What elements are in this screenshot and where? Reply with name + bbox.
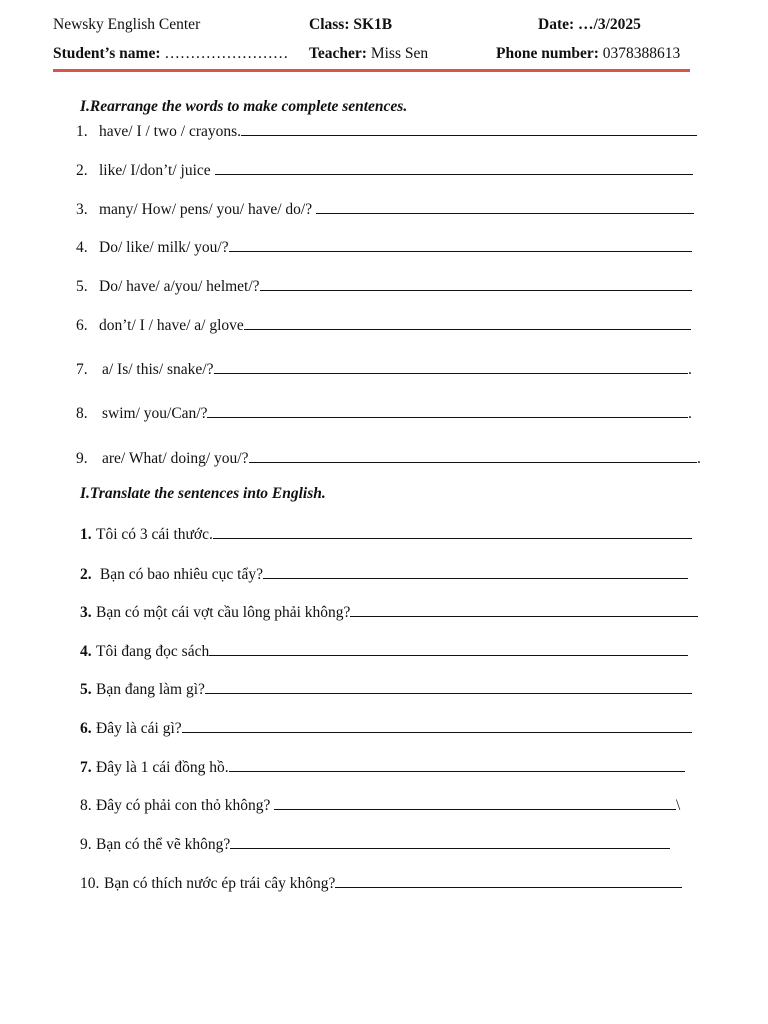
item-prompt: are/ What/ doing/ you/? xyxy=(102,450,249,467)
item-number: 8. xyxy=(76,405,88,422)
section1-title: I.Rearrange the words to make complete sentences. xyxy=(80,98,408,115)
item-number: 5. xyxy=(76,278,88,295)
item-prompt: have/ I / two / crayons. xyxy=(99,123,242,140)
item-number: 6. xyxy=(76,317,88,334)
answer-blank[interactable] xyxy=(350,602,698,617)
translate-item xyxy=(80,602,698,622)
item-number: 2. xyxy=(76,162,88,179)
item-tail: . xyxy=(688,361,692,378)
item-number: 7. xyxy=(76,361,88,378)
item-number: 8. xyxy=(80,797,92,814)
date-label: Date: …/3/2025 xyxy=(538,16,641,33)
item-number: 9. xyxy=(76,450,88,467)
item-prompt: Đây có phải con thỏ không? xyxy=(96,797,275,814)
teacher-value: Miss Sen xyxy=(370,45,429,62)
item-prompt: Do/ like/ milk/ you/? xyxy=(99,239,229,256)
item-number: 5. xyxy=(80,681,92,698)
item-prompt: many/ How/ pens/ you/ have/ do/? xyxy=(99,201,316,218)
answer-blank[interactable] xyxy=(274,795,676,810)
phone-field xyxy=(496,45,680,63)
item-number: 7. xyxy=(80,759,92,776)
rearrange-item xyxy=(76,160,693,180)
item-prompt: don’t/ I / have/ a/ glove xyxy=(99,317,244,334)
answer-blank[interactable] xyxy=(209,641,688,656)
translate-item xyxy=(80,834,670,854)
rearrange-item xyxy=(76,359,692,379)
center-name: Newsky English Center xyxy=(53,16,201,33)
item-prompt: Bạn đang làm gì? xyxy=(96,681,205,698)
answer-blank[interactable] xyxy=(335,873,682,888)
student-name-label: Student’s name: xyxy=(53,45,161,62)
answer-blank[interactable] xyxy=(229,237,692,252)
rearrange-item xyxy=(76,276,692,296)
item-prompt: Bạn có thể vẽ không? xyxy=(96,836,231,853)
rearrange-item xyxy=(76,448,701,468)
phone-label: Phone number: xyxy=(496,45,599,62)
teacher-label: Teacher: xyxy=(309,45,367,62)
translate-item xyxy=(80,524,692,544)
answer-blank[interactable] xyxy=(260,276,692,291)
item-number: 3. xyxy=(76,201,88,218)
translate-item xyxy=(80,679,692,699)
answer-blank[interactable] xyxy=(205,679,692,694)
translate-item xyxy=(80,795,680,815)
item-prompt: Do/ have/ a/you/ helmet/? xyxy=(99,278,260,295)
answer-blank[interactable] xyxy=(244,315,691,330)
rearrange-item xyxy=(76,199,694,219)
answer-blank[interactable] xyxy=(316,199,694,214)
rearrange-item xyxy=(76,315,691,335)
item-tail: . xyxy=(688,405,692,422)
answer-blank[interactable] xyxy=(229,757,685,772)
answer-blank[interactable] xyxy=(249,448,698,463)
teacher-field xyxy=(309,45,428,63)
answer-blank[interactable] xyxy=(230,834,670,849)
phone-value: 0378388613 xyxy=(602,45,681,62)
item-number: 1. xyxy=(76,123,88,140)
translate-item xyxy=(80,641,688,661)
item-number: 1. xyxy=(80,526,92,543)
translate-item xyxy=(80,757,685,777)
item-prompt: like/ I/don’t/ juice xyxy=(99,162,215,179)
translate-item xyxy=(80,873,682,893)
item-number: 3. xyxy=(80,604,92,621)
item-number: 2. xyxy=(80,566,92,583)
item-tail: \ xyxy=(676,797,681,814)
answer-blank[interactable] xyxy=(263,564,688,579)
answer-blank[interactable] xyxy=(182,718,692,733)
item-number: 10. xyxy=(80,875,100,892)
item-number: 6. xyxy=(80,720,92,737)
item-prompt: Bạn có bao nhiêu cục tẩy? xyxy=(96,566,263,583)
item-prompt: Tôi có 3 cái thước. xyxy=(96,526,213,543)
section2-title: I.Translate the sentences into English. xyxy=(80,485,326,502)
item-prompt: a/ Is/ this/ snake/? xyxy=(102,361,214,378)
answer-blank[interactable] xyxy=(207,403,688,418)
item-number: 4. xyxy=(76,239,88,256)
class-label: Class: SK1B xyxy=(309,16,393,33)
answer-blank[interactable] xyxy=(215,160,693,175)
item-prompt: Tôi đang đọc sách xyxy=(96,643,210,660)
translate-item xyxy=(80,718,692,738)
item-prompt: Bạn có một cái vợt cầu lông phải không? xyxy=(96,604,351,621)
rearrange-item xyxy=(76,403,692,423)
header-divider xyxy=(53,69,690,72)
student-name-dots: …………………… xyxy=(164,45,289,62)
answer-blank[interactable] xyxy=(241,121,697,136)
item-prompt: Bạn có thích nước ép trái cây không? xyxy=(104,875,336,892)
answer-blank[interactable] xyxy=(213,524,692,539)
rearrange-item xyxy=(76,237,692,257)
item-number: 4. xyxy=(80,643,92,660)
item-tail: . xyxy=(697,450,701,467)
item-prompt: Đây là 1 cái đồng hồ. xyxy=(96,759,229,776)
rearrange-item xyxy=(76,121,697,141)
translate-item xyxy=(80,564,688,584)
item-prompt: swim/ you/Can/? xyxy=(102,405,208,422)
student-name-field xyxy=(53,45,288,63)
answer-blank[interactable] xyxy=(214,359,689,374)
item-prompt: Đây là cái gì? xyxy=(96,720,182,737)
item-number: 9. xyxy=(80,836,92,853)
